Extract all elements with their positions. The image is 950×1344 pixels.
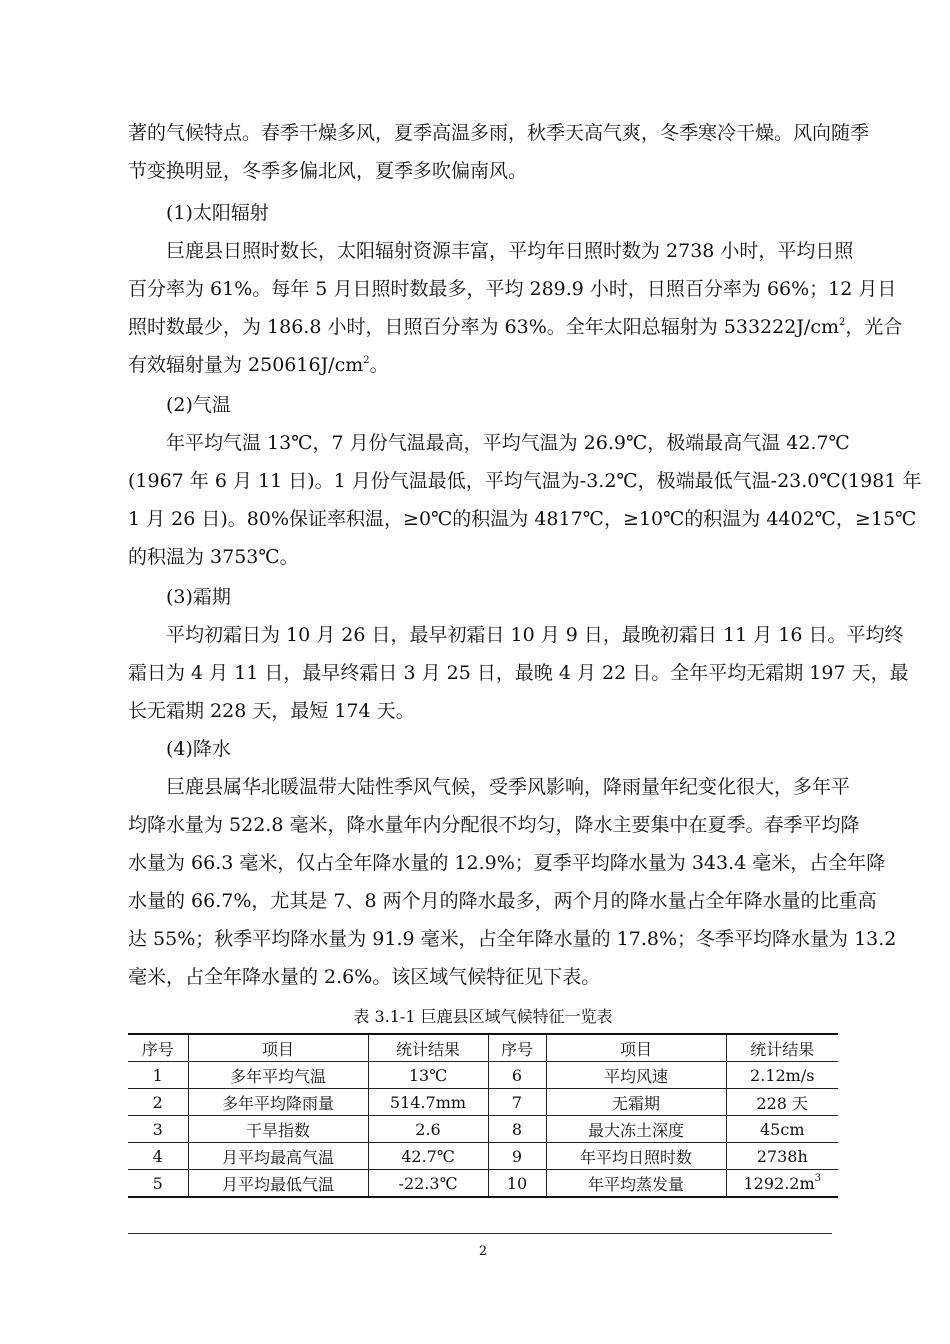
table-cell: 多年平均降雨量 [188, 1089, 368, 1116]
table-cell: 干旱指数 [188, 1116, 368, 1143]
table-cell: 2.12m/s [726, 1062, 838, 1089]
table-cell: 月平均最高气温 [188, 1143, 368, 1170]
table-cell: 2.6 [368, 1116, 488, 1143]
superscript: 2 [839, 317, 846, 328]
text-line: 霜日为 4 月 11 日，最早终霜日 3 月 25 日，最晚 4 月 22 日。全年平均无霜期 197 天，最 [128, 662, 909, 684]
superscript: 3 [814, 1172, 822, 1184]
text-line: 节变换明显，冬季多偏北风，夏季多吹偏南风。 [128, 160, 528, 182]
text-fragment: 。 [369, 354, 389, 376]
table-cell: 10 [488, 1170, 546, 1198]
table-cell: 228 天 [726, 1089, 838, 1116]
text-line: 1 月 26 日)。80%保证率积温，≥0℃的积温为 4817℃，≥10℃的积温为 4402℃，≥15℃ [128, 508, 917, 530]
text-line: 长无霜期 228 天，最短 174 天。 [128, 700, 415, 722]
table-cell: 最大冻土深度 [546, 1116, 726, 1143]
table-cell: -22.3℃ [368, 1170, 488, 1198]
table-row [128, 1116, 838, 1143]
section-heading-precipitation: (4)降水 [166, 738, 231, 760]
temperature-section [128, 386, 922, 576]
table-cell: 6 [488, 1062, 546, 1089]
text-line: 均降水量为 522.8 毫米，降水量年内分配很不均匀，降水主要集中在夏季。春季平均降 [128, 814, 860, 836]
table-row [128, 1062, 838, 1089]
text-line: 巨鹿县属华北暖温带大陆性季风气候，受季风影响，降雨量年纪变化很大，多年平 [166, 776, 851, 798]
table-cell: 多年平均气温 [188, 1062, 368, 1089]
table-cell: 4 [128, 1143, 188, 1170]
text-fragment: 照时数最少，为 186.8 小时，日照百分率为 63%。全年太阳总辐射为 533222J/cm [128, 316, 839, 338]
table-row [128, 1170, 838, 1198]
header-cell: 统计结果 [368, 1034, 488, 1062]
intro-paragraph [128, 114, 870, 190]
text-line: 水量的 66.7%，尤其是 7、8 两个月的降水最多，两个月的降水量占全年降水量的比重高 [128, 890, 877, 912]
page-number: 2 [478, 1244, 488, 1259]
table-cell: 年平均蒸发量 [546, 1170, 726, 1198]
table-cell: 42.7℃ [368, 1143, 488, 1170]
solar-section [128, 194, 903, 384]
climate-table [128, 1033, 838, 1198]
header-cell: 项目 [546, 1034, 726, 1062]
header-cell: 序号 [488, 1034, 546, 1062]
precipitation-section [128, 730, 897, 996]
table-cell: 无霜期 [546, 1089, 726, 1116]
superscript: 2 [363, 355, 370, 366]
text-line: 达 55%；秋季平均降水量为 91.9 毫米，占全年降水量的 17.8%；冬季平均降水量为 13.2 [128, 928, 897, 950]
table-cell: 2 [128, 1089, 188, 1116]
text-line: 年平均气温 13℃，7 月份气温最高，平均气温为 26.9℃，极端最高气温 42.7℃ [166, 432, 850, 454]
table-cell: 7 [488, 1089, 546, 1116]
text-line [128, 308, 903, 346]
table-cell: 45cm [726, 1116, 838, 1143]
table-caption: 表 3.1-1 巨鹿县区域气候特征一览表 [353, 1007, 613, 1026]
table-cell: 3 [128, 1116, 188, 1143]
text-line: (1967 年 6 月 11 日)。1 月份气温最低，平均气温为-3.2℃，极端最低气温-23.0℃(1981 年 [128, 470, 922, 492]
table-row [128, 1143, 838, 1170]
table-cell [726, 1170, 838, 1198]
table-cell: 平均风速 [546, 1062, 726, 1089]
text-line: 著的气候特点。春季干燥多风，夏季高温多雨，秋季天高气爽，冬季寒冷干燥。风向随季 [128, 122, 870, 144]
header-cell: 项目 [188, 1034, 368, 1062]
text-line: 毫米，占全年降水量的 2.6%。该区域气候特征见下表。 [128, 966, 601, 988]
table-cell: 13℃ [368, 1062, 488, 1089]
section-heading-frost: (3)霜期 [166, 586, 231, 608]
table-cell: 2738h [726, 1143, 838, 1170]
header-cell: 统计结果 [726, 1034, 838, 1062]
text-fragment: 有效辐射量为 250616J/cm [128, 354, 364, 376]
cell-value: 1292.2m [743, 1173, 815, 1193]
table-header-row [128, 1034, 838, 1062]
text-line: 平均初霜日为 10 月 26 日，最早初霜日 10 月 9 日，最晚初霜日 11 月 16 日。平均终 [166, 624, 904, 646]
table-cell: 9 [488, 1143, 546, 1170]
footer-divider [128, 1233, 832, 1234]
table-cell: 8 [488, 1116, 546, 1143]
table-cell: 月平均最低气温 [188, 1170, 368, 1198]
section-heading-solar: (1)太阳辐射 [166, 202, 269, 224]
frost-section [128, 578, 909, 730]
table-row [128, 1089, 838, 1116]
text-line: 的积温为 3753℃。 [128, 546, 299, 568]
text-fragment: ，光合 [845, 316, 903, 338]
header-cell: 序号 [128, 1034, 188, 1062]
table-cell: 5 [128, 1170, 188, 1198]
text-line [128, 346, 838, 384]
text-line: 巨鹿县日照时数长，太阳辐射资源丰富，平均年日照时数为 2738 小时，平均日照 [166, 240, 854, 262]
table-cell: 1 [128, 1062, 188, 1089]
table-cell: 年平均日照时数 [546, 1143, 726, 1170]
table-cell: 514.7mm [368, 1089, 488, 1116]
text-line: 水量为 66.3 毫米，仅占全年降水量的 12.9%；夏季平均降水量为 343.4 毫米，占全年降 [128, 852, 886, 874]
section-heading-temperature: (2)气温 [166, 394, 231, 416]
text-line: 百分率为 61%。每年 5 月日照时数最多，平均 289.9 小时，日照百分率为 66%；12 月日 [128, 278, 897, 300]
